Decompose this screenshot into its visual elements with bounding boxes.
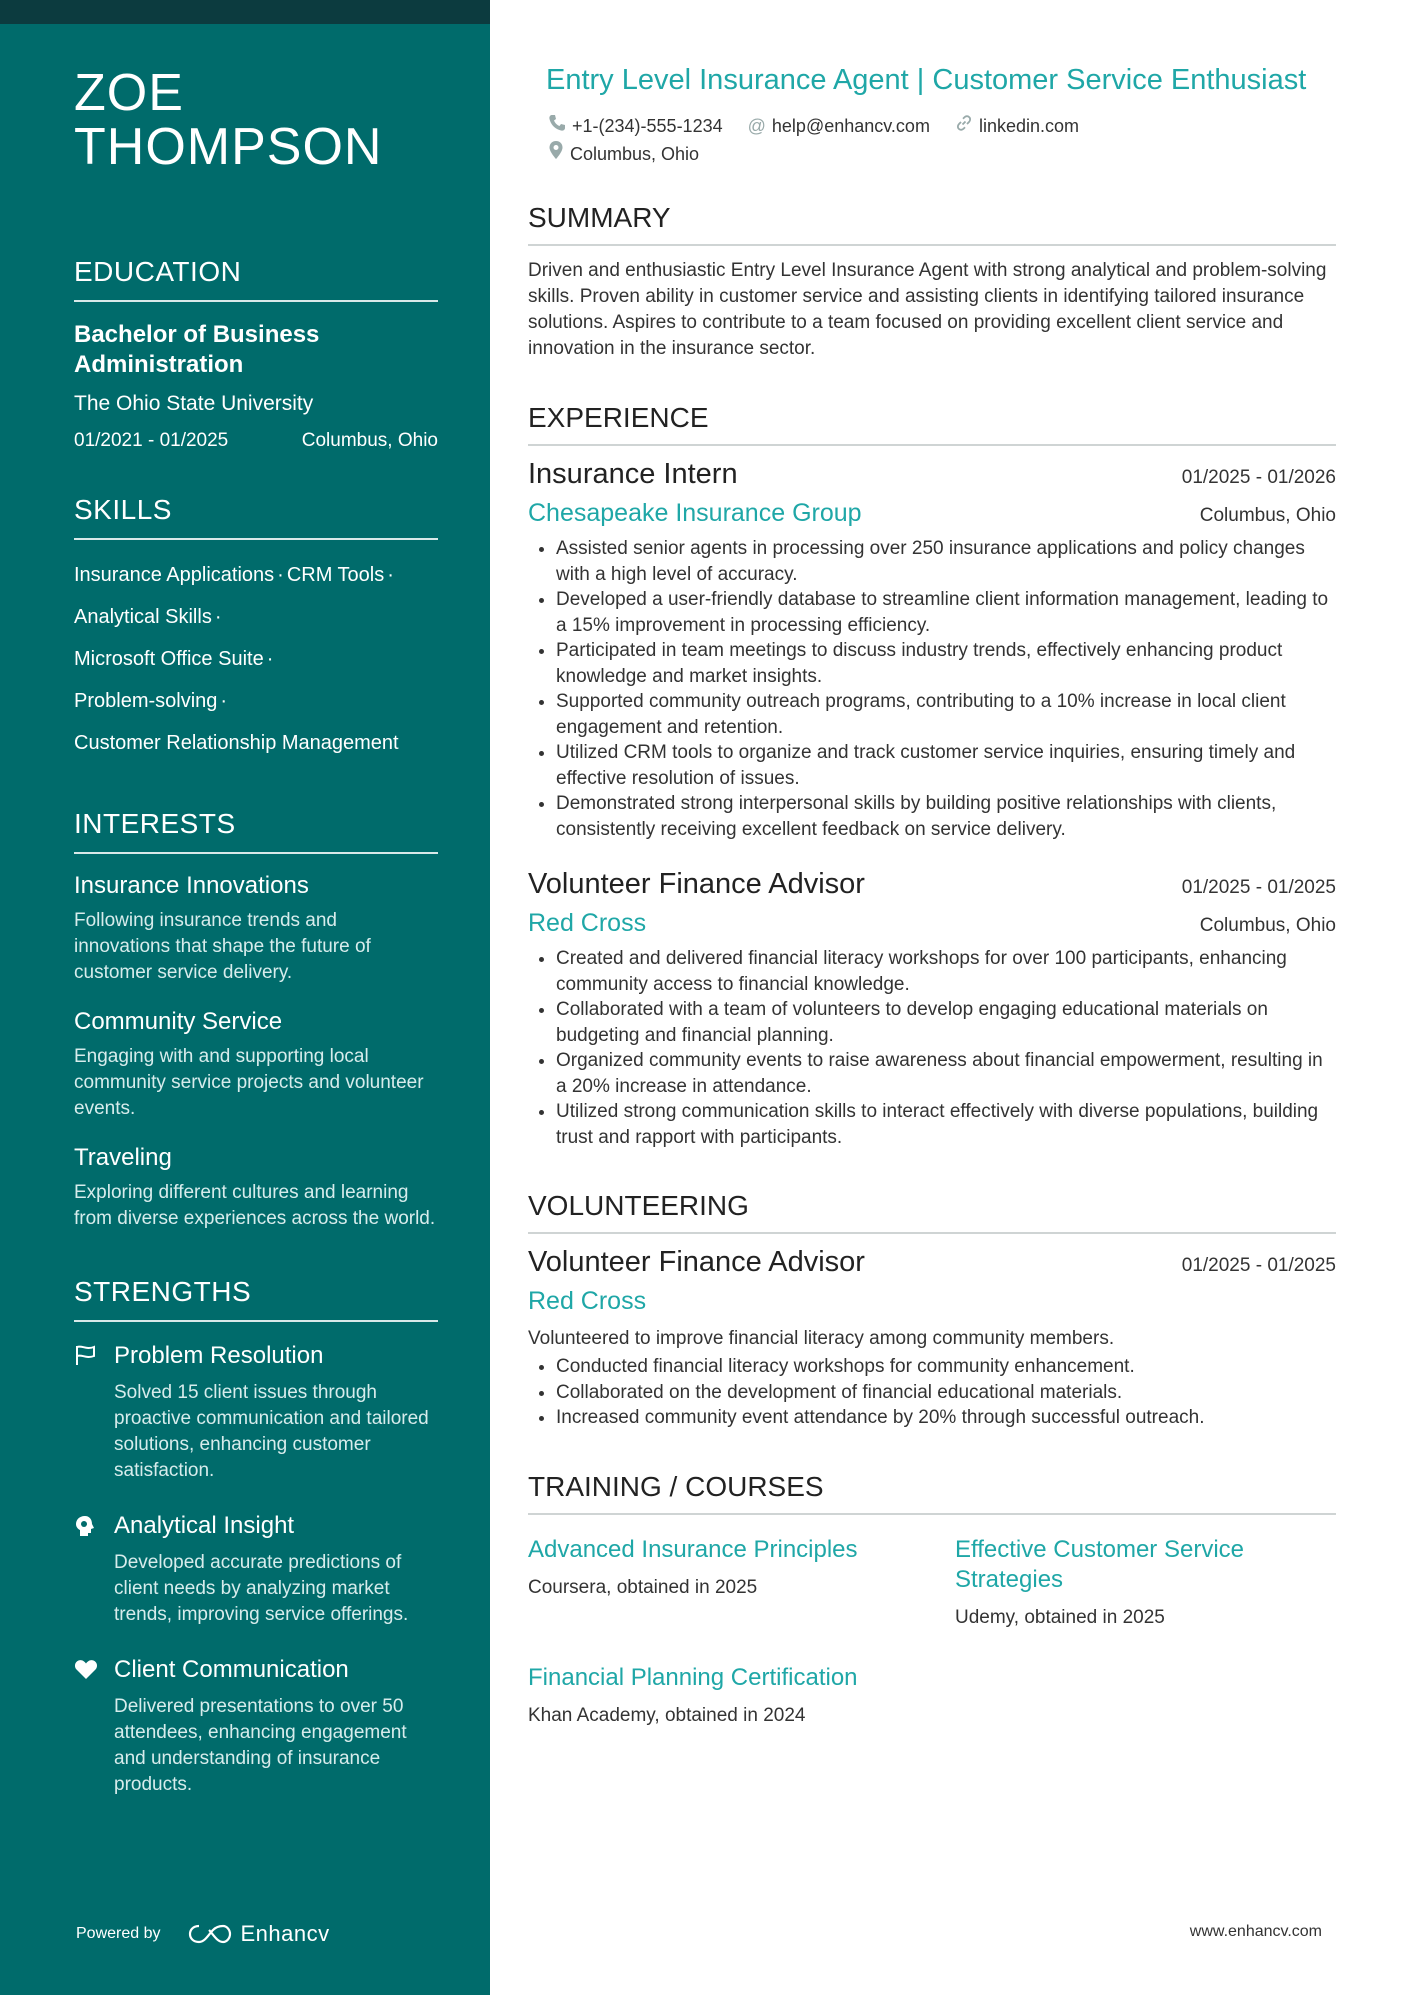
job-entry [528, 458, 1336, 842]
summary-section [528, 202, 1336, 362]
job-title: Insurance Intern [528, 458, 738, 490]
interests-section [74, 808, 438, 1232]
strength-title: Analytical Insight [114, 1512, 295, 1539]
enhancv-logo[interactable] [187, 1921, 330, 1947]
interest-item [74, 1008, 438, 1122]
name-last: THOMPSON [74, 118, 383, 176]
bullet-item: • Demonstrated strong interpersonal skills by building positive relationships with clients, consistently receiving excellent feedback on service delivery. [556, 791, 1336, 842]
interests-title: INTERESTS [74, 808, 438, 854]
enhancv-brand: Enhancv [240, 1921, 330, 1946]
location-text: Columbus, Ohio [570, 144, 700, 164]
job-location: Columbus, Ohio [1199, 915, 1336, 936]
headline: Entry Level Insurance Agent | Customer Service Enthusiast [546, 64, 1307, 96]
course-title: Effective Customer Service Strategies [955, 1535, 1244, 1593]
job-location: Columbus, Ohio [1199, 505, 1336, 526]
skill-row-3: Microsoft Office Suite · [74, 648, 274, 670]
summary-text: Driven and enthusiastic Entry Level Insurance Agent with strong analytical and problem-solving skills. Proven ability in customer service and assisting clients in identifying tailored insurance solutions. Aspires to contribute to a team focused on providing excellent client service and innovation in the insurance sector. [528, 260, 1327, 359]
bullet-item: • Increased community event attendance by 20% through successful outreach. [556, 1405, 1336, 1431]
course-title: Financial Planning Certification [528, 1663, 858, 1691]
interest-title: Community Service [74, 1008, 283, 1035]
contact-phone[interactable] [548, 112, 723, 140]
interest-item [74, 1144, 438, 1232]
bullet-item: • Created and delivered financial literacy workshops for over 100 participants, enhancing community access to financial knowledge. [556, 946, 1336, 997]
phone-text: +1-(234)-555-1234 [572, 116, 723, 136]
skills-title: SKILLS [74, 494, 438, 540]
job-bullets [528, 536, 1336, 842]
training-section [528, 1471, 1336, 1727]
skills-list [74, 554, 438, 764]
course-meta: Coursera, obtained in 2025 [528, 1576, 758, 1598]
interest-desc: Following insurance trends and innovations that shape the future of customer service delivery. [74, 910, 371, 983]
strength-desc: Developed accurate predictions of client needs by analyzing market trends, improving service offerings. [114, 1552, 409, 1625]
strengths-title: STRENGTHS [74, 1276, 438, 1322]
course-meta: Udemy, obtained in 2025 [955, 1606, 1165, 1628]
course-item [955, 1535, 1336, 1629]
sidebar-top-bar [0, 0, 490, 24]
skills-section [74, 494, 438, 764]
education-school: The Ohio State University [74, 392, 314, 415]
summary-title: SUMMARY [528, 202, 1336, 246]
education-location: Columbus, Ohio [301, 430, 438, 451]
interest-desc: Engaging with and supporting local community service projects and volunteer events. [74, 1046, 424, 1119]
strength-item [74, 1656, 438, 1798]
skill-item: CRM Tools [286, 564, 385, 586]
job-title: Volunteer Finance Advisor [528, 868, 865, 900]
skill-item: Analytical Skills [74, 606, 212, 628]
contact-info [548, 112, 1336, 168]
bullet-item: • Developed a user-friendly database to streamline client information management, leading to a 15% improvement in processing efficiency. [556, 587, 1336, 638]
skill-item: Microsoft Office Suite [74, 648, 264, 670]
volunteering-title: VOLUNTEERING [528, 1190, 1336, 1234]
contact-email[interactable] [748, 112, 930, 140]
bullet-item: • Participated in team meetings to discuss industry trends, effectively enhancing product knowledge and market insights. [556, 638, 1336, 689]
bullet-item: • Collaborated on the development of financial educational materials. [556, 1380, 1336, 1406]
contact-location [548, 140, 699, 168]
email-text: help@enhancv.com [771, 116, 930, 136]
volunteer-bullets [528, 1354, 1336, 1431]
course-item [528, 1535, 909, 1629]
experience-title: EXPERIENCE [528, 402, 1336, 446]
enhancv-logo-icon [187, 1923, 233, 1945]
powered-by [76, 1921, 330, 1947]
job-bullets [528, 946, 1336, 1150]
skill-row-4: Problem-solving · [74, 690, 228, 712]
heart-icon [74, 1656, 114, 1798]
strength-desc: Solved 15 client issues through proactive communication and tailored solutions, enhancing customer satisfaction. [114, 1382, 429, 1481]
course-title: Advanced Insurance Principles [528, 1535, 858, 1563]
bullet-item: • Collaborated with a team of volunteers to develop engaging educational materials on budgeting and financial planning. [556, 997, 1336, 1048]
website-link[interactable]: www.enhancv.com [1189, 1923, 1322, 1940]
skill-item: Customer Relationship Management [74, 732, 399, 754]
skill-row-2: Analytical Skills · [74, 606, 222, 628]
interest-title: Insurance Innovations [74, 872, 309, 899]
volunteer-desc: Volunteered to improve financial literacy among community members. [528, 1328, 1115, 1349]
contact-linkedin[interactable] [955, 112, 1079, 140]
volunteer-org: Red Cross [528, 1287, 647, 1315]
skill-row-5 [74, 722, 438, 764]
linkedin-text: linkedin.com [978, 116, 1079, 136]
strength-item [74, 1512, 438, 1628]
skill-item: Insurance Applications [74, 564, 275, 586]
flag-icon [74, 1342, 114, 1484]
bullet-item: • Conducted financial literacy workshops for community enhancement. [556, 1354, 1336, 1380]
strength-desc: Delivered presentations to over 50 attendees, enhancing engagement and understanding of insurance products. [114, 1696, 407, 1795]
volunteer-dates: 01/2025 - 01/2025 [1181, 1255, 1336, 1276]
job-dates: 01/2025 - 01/2025 [1181, 877, 1336, 898]
job-company: Chesapeake Insurance Group [528, 499, 862, 527]
education-degree: Bachelor of Business Administration [74, 321, 320, 378]
job-company: Red Cross [528, 909, 647, 937]
bullet-item: • Organized community events to raise awareness about financial empowerment, resulting in a 20% increase in attendance. [556, 1048, 1336, 1099]
training-title: TRAINING / COURSES [528, 1471, 1336, 1515]
name-first: ZOE [74, 64, 184, 122]
volunteer-role: Volunteer Finance Advisor [528, 1246, 865, 1278]
courses-grid [528, 1535, 1336, 1727]
interest-title: Traveling [74, 1144, 172, 1171]
course-meta: Khan Academy, obtained in 2024 [528, 1704, 806, 1726]
job-entry [528, 868, 1336, 1150]
volunteering-section [528, 1190, 1336, 1431]
phone-icon [548, 112, 566, 140]
powered-by-label: Powered by [76, 1925, 161, 1942]
location-pin-icon [548, 140, 564, 168]
education-dates: 01/2021 - 01/2025 [74, 430, 229, 451]
link-icon [955, 112, 973, 140]
education-meta [74, 430, 438, 452]
strengths-section [74, 1276, 438, 1798]
bullet-item: • Utilized strong communication skills to interact effectively with diverse populations, building trust and rapport with participants. [556, 1099, 1336, 1150]
education-title: EDUCATION [74, 256, 438, 302]
strength-item [74, 1342, 438, 1484]
bullet-item: • Assisted senior agents in processing over 250 insurance applications and policy changes with a high level of accuracy. [556, 536, 1336, 587]
interest-item [74, 872, 438, 986]
strength-title: Problem Resolution [114, 1342, 324, 1369]
skill-row-1: Insurance Applications · CRM Tools · [74, 564, 394, 586]
sidebar [0, 0, 490, 1995]
main-content [490, 0, 1410, 1995]
brain-icon [74, 1512, 114, 1628]
volunteer-entry [528, 1246, 1336, 1431]
bullet-item: • Utilized CRM tools to organize and track customer service inquiries, ensuring timely and effective resolution of issues. [556, 740, 1336, 791]
course-item [528, 1663, 909, 1727]
job-dates: 01/2025 - 01/2026 [1181, 467, 1336, 488]
bullet-item: • Supported community outreach programs, contributing to a 10% increase in local client engagement and retention. [556, 689, 1336, 740]
skill-item: Problem-solving [74, 690, 218, 712]
education-section [74, 256, 438, 452]
at-icon: @ [747, 116, 766, 136]
interest-desc: Exploring different cultures and learning from diverse experiences across the world. [74, 1182, 436, 1229]
strength-title: Client Communication [114, 1656, 349, 1683]
candidate-name [74, 66, 438, 174]
experience-section [528, 402, 1336, 1150]
